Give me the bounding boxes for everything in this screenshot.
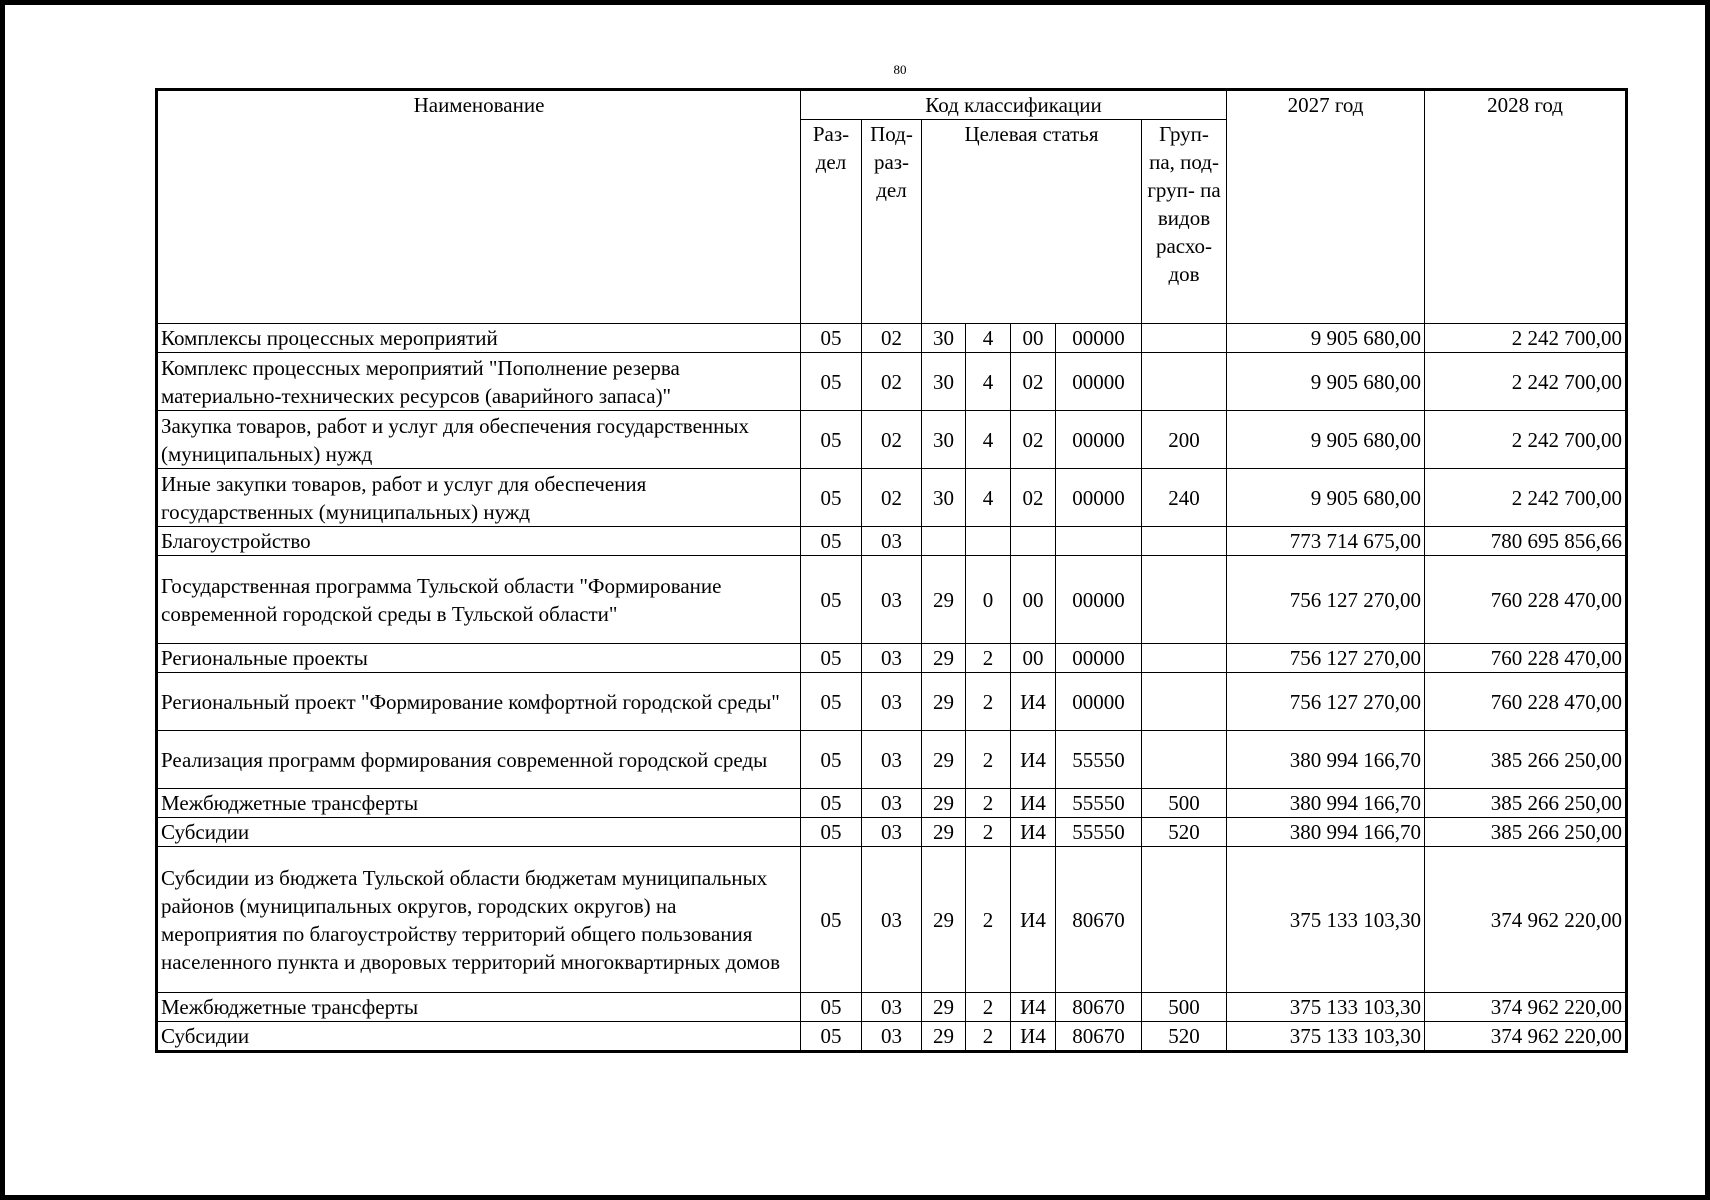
row-section: 05: [801, 847, 862, 993]
row-program-type: 4: [966, 411, 1011, 469]
header-target-article: Целевая статья: [922, 120, 1142, 324]
row-section: 05: [801, 673, 862, 731]
row-section: 05: [801, 527, 862, 556]
row-program-code: 30: [922, 324, 966, 353]
row-direction-code: 00000: [1056, 556, 1142, 644]
table-row: [157, 993, 1627, 1022]
table-row: [157, 847, 1627, 993]
row-amount-2027: 756 127 270,00: [1227, 644, 1425, 673]
header-year-2027: 2027 год: [1227, 90, 1425, 324]
row-structural-element: 02: [1011, 469, 1056, 527]
row-subsection: 03: [862, 556, 922, 644]
row-name: Межбюджетные трансферты: [157, 993, 801, 1022]
row-name: Реализация программ формирования современной городской среды: [157, 731, 801, 789]
row-name: Закупка товаров, работ и услуг для обеспечения государственных (муниципальных) нужд: [157, 411, 801, 469]
row-structural-element: [1011, 527, 1056, 556]
row-subsection: 03: [862, 644, 922, 673]
table-row: [157, 673, 1627, 731]
row-name: Государственная программа Тульской области "Формирование современной городской среды в Тульской области": [157, 556, 801, 644]
row-amount-2027: 9 905 680,00: [1227, 469, 1425, 527]
row-name: Межбюджетные трансферты: [157, 789, 801, 818]
row-expense-group: 200: [1142, 411, 1227, 469]
row-name: Региональные проекты: [157, 644, 801, 673]
row-section: 05: [801, 556, 862, 644]
row-amount-2027: 375 133 103,30: [1227, 847, 1425, 993]
row-amount-2028: 2 242 700,00: [1425, 324, 1627, 353]
row-name: Субсидии: [157, 1022, 801, 1052]
row-amount-2028: 374 962 220,00: [1425, 993, 1627, 1022]
row-program-code: 30: [922, 353, 966, 411]
row-section: 05: [801, 993, 862, 1022]
row-program-code: 29: [922, 789, 966, 818]
row-amount-2028: 385 266 250,00: [1425, 731, 1627, 789]
table-row: [157, 789, 1627, 818]
row-amount-2027: 9 905 680,00: [1227, 324, 1425, 353]
row-amount-2027: 380 994 166,70: [1227, 789, 1425, 818]
row-section: 05: [801, 469, 862, 527]
row-amount-2027: 756 127 270,00: [1227, 673, 1425, 731]
row-expense-group: [1142, 847, 1227, 993]
row-subsection: 03: [862, 847, 922, 993]
table-row: [157, 324, 1627, 353]
row-structural-element: 00: [1011, 556, 1056, 644]
budget-table: [155, 88, 1628, 1053]
row-amount-2028: 374 962 220,00: [1425, 1022, 1627, 1052]
row-program-type: [966, 527, 1011, 556]
row-direction-code: 80670: [1056, 993, 1142, 1022]
row-amount-2027: 375 133 103,30: [1227, 993, 1425, 1022]
row-direction-code: 00000: [1056, 469, 1142, 527]
row-subsection: 03: [862, 731, 922, 789]
row-structural-element: И4: [1011, 847, 1056, 993]
row-amount-2028: 374 962 220,00: [1425, 847, 1627, 993]
row-program-code: 29: [922, 673, 966, 731]
row-expense-group: 240: [1142, 469, 1227, 527]
row-expense-group: [1142, 324, 1227, 353]
row-structural-element: И4: [1011, 993, 1056, 1022]
row-program-code: [922, 527, 966, 556]
row-expense-group: [1142, 673, 1227, 731]
header-subsection: Под- раз- дел: [862, 120, 922, 324]
row-section: 05: [801, 818, 862, 847]
row-direction-code: 00000: [1056, 644, 1142, 673]
row-expense-group: 500: [1142, 789, 1227, 818]
row-name: Комплексы процессных мероприятий: [157, 324, 801, 353]
row-program-type: 2: [966, 789, 1011, 818]
row-direction-code: 80670: [1056, 847, 1142, 993]
row-structural-element: 00: [1011, 324, 1056, 353]
table-row: [157, 556, 1627, 644]
table-row: [157, 469, 1627, 527]
row-amount-2028: 2 242 700,00: [1425, 469, 1627, 527]
row-subsection: 03: [862, 818, 922, 847]
table-row: [157, 644, 1627, 673]
row-program-code: 29: [922, 644, 966, 673]
row-program-type: 2: [966, 847, 1011, 993]
row-amount-2028: 760 228 470,00: [1425, 673, 1627, 731]
row-direction-code: 00000: [1056, 353, 1142, 411]
row-name: Иные закупки товаров, работ и услуг для обеспечения государственных (муниципальных) нужд: [157, 469, 801, 527]
table-header: [157, 90, 1627, 324]
table-row: [157, 527, 1627, 556]
row-direction-code: 00000: [1056, 411, 1142, 469]
row-program-type: 4: [966, 324, 1011, 353]
header-expense-group: Груп- па, под- груп- па видов расхо- дов: [1142, 120, 1227, 324]
row-subsection: 03: [862, 673, 922, 731]
row-program-code: 29: [922, 818, 966, 847]
table-row: [157, 818, 1627, 847]
row-amount-2027: 380 994 166,70: [1227, 818, 1425, 847]
row-amount-2027: 375 133 103,30: [1227, 1022, 1425, 1052]
row-program-code: 29: [922, 556, 966, 644]
row-direction-code: 00000: [1056, 324, 1142, 353]
row-direction-code: 55550: [1056, 818, 1142, 847]
row-program-code: 30: [922, 411, 966, 469]
row-structural-element: И4: [1011, 789, 1056, 818]
table-row: [157, 411, 1627, 469]
row-section: 05: [801, 731, 862, 789]
row-expense-group: 520: [1142, 818, 1227, 847]
row-section: 05: [801, 324, 862, 353]
row-amount-2028: 760 228 470,00: [1425, 556, 1627, 644]
row-program-type: 2: [966, 673, 1011, 731]
row-subsection: 03: [862, 527, 922, 556]
row-amount-2027: 380 994 166,70: [1227, 731, 1425, 789]
row-program-code: 29: [922, 1022, 966, 1052]
table-row: [157, 353, 1627, 411]
row-direction-code: 55550: [1056, 731, 1142, 789]
row-amount-2028: 760 228 470,00: [1425, 644, 1627, 673]
row-subsection: 02: [862, 469, 922, 527]
row-structural-element: И4: [1011, 731, 1056, 789]
row-program-type: 2: [966, 818, 1011, 847]
row-subsection: 03: [862, 1022, 922, 1052]
row-program-type: 2: [966, 993, 1011, 1022]
row-program-type: 0: [966, 556, 1011, 644]
row-program-code: 29: [922, 731, 966, 789]
row-section: 05: [801, 644, 862, 673]
page-number: 80: [893, 62, 907, 77]
row-section: 05: [801, 411, 862, 469]
row-program-type: 4: [966, 353, 1011, 411]
row-amount-2028: 385 266 250,00: [1425, 818, 1627, 847]
row-structural-element: 00: [1011, 644, 1056, 673]
table-body: [157, 324, 1627, 1052]
header-name: Наименование: [157, 90, 801, 324]
row-structural-element: 02: [1011, 411, 1056, 469]
row-structural-element: И4: [1011, 1022, 1056, 1052]
row-amount-2028: 2 242 700,00: [1425, 411, 1627, 469]
header-section: Раз- дел: [801, 120, 862, 324]
row-expense-group: [1142, 731, 1227, 789]
row-section: 05: [801, 1022, 862, 1052]
row-program-type: 2: [966, 731, 1011, 789]
row-amount-2027: 9 905 680,00: [1227, 411, 1425, 469]
row-direction-code: 55550: [1056, 789, 1142, 818]
header-year-2028: 2028 год: [1425, 90, 1627, 324]
row-structural-element: И4: [1011, 673, 1056, 731]
row-amount-2028: 780 695 856,66: [1425, 527, 1627, 556]
row-section: 05: [801, 353, 862, 411]
row-structural-element: И4: [1011, 818, 1056, 847]
row-program-code: 29: [922, 993, 966, 1022]
row-amount-2027: 756 127 270,00: [1227, 556, 1425, 644]
table-row: [157, 731, 1627, 789]
row-program-type: 2: [966, 644, 1011, 673]
row-expense-group: [1142, 527, 1227, 556]
row-expense-group: [1142, 353, 1227, 411]
row-subsection: 02: [862, 324, 922, 353]
row-direction-code: 80670: [1056, 1022, 1142, 1052]
table-row: [157, 1022, 1627, 1052]
row-name: Комплекс процессных мероприятий "Пополнение резерва материально-технических ресурсов (аварийного запаса)": [157, 353, 801, 411]
row-expense-group: [1142, 644, 1227, 673]
row-amount-2027: 9 905 680,00: [1227, 353, 1425, 411]
row-program-code: 30: [922, 469, 966, 527]
row-expense-group: 500: [1142, 993, 1227, 1022]
row-expense-group: [1142, 556, 1227, 644]
row-program-type: 2: [966, 1022, 1011, 1052]
header-classification: Код классификации: [801, 90, 1227, 120]
row-name: Субсидии: [157, 818, 801, 847]
row-subsection: 03: [862, 789, 922, 818]
row-program-code: 29: [922, 847, 966, 993]
row-expense-group: 520: [1142, 1022, 1227, 1052]
row-subsection: 03: [862, 993, 922, 1022]
row-structural-element: 02: [1011, 353, 1056, 411]
row-subsection: 02: [862, 411, 922, 469]
row-amount-2027: 773 714 675,00: [1227, 527, 1425, 556]
row-name: Региональный проект "Формирование комфортной городской среды": [157, 673, 801, 731]
row-section: 05: [801, 789, 862, 818]
row-program-type: 4: [966, 469, 1011, 527]
row-direction-code: [1056, 527, 1142, 556]
row-amount-2028: 385 266 250,00: [1425, 789, 1627, 818]
row-name: Субсидии из бюджета Тульской области бюджетам муниципальных районов (муниципальных округов, городских округов) на мероприятия по благоустройству территорий общего пользования населенного пункта и дворовых территорий многоквартирных домов: [157, 847, 801, 993]
row-subsection: 02: [862, 353, 922, 411]
row-name: Благоустройство: [157, 527, 801, 556]
row-direction-code: 00000: [1056, 673, 1142, 731]
row-amount-2028: 2 242 700,00: [1425, 353, 1627, 411]
